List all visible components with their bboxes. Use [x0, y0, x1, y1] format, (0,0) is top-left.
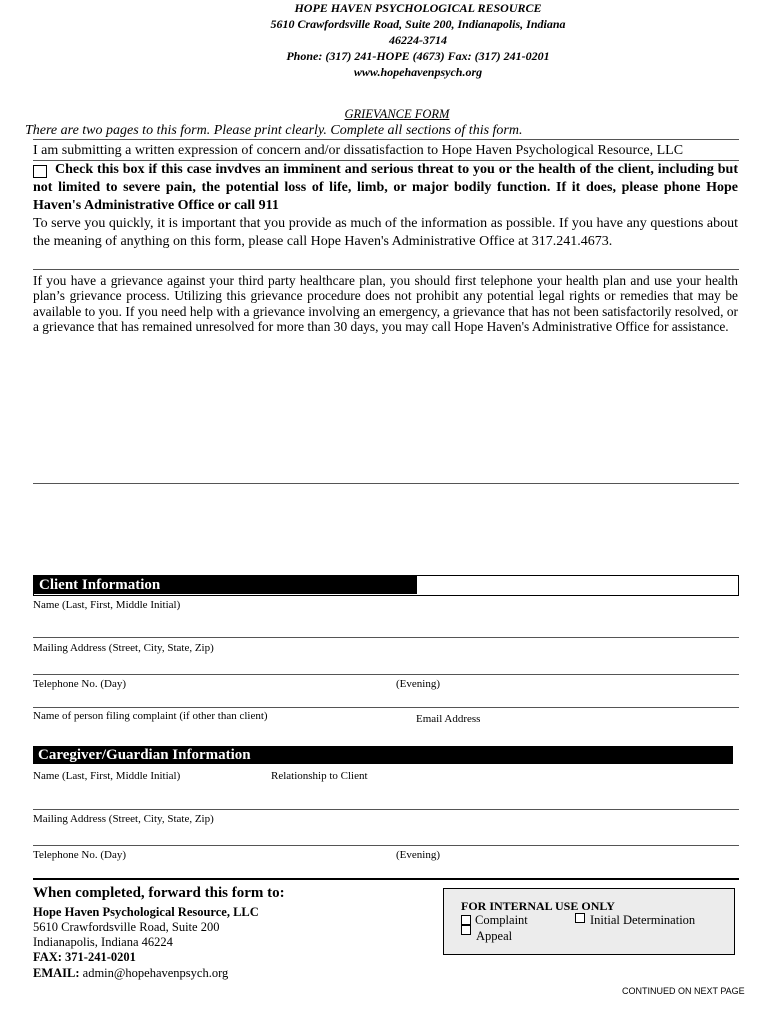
appeal-checkbox[interactable]: [461, 925, 471, 935]
complaint-label: Complaint: [475, 913, 528, 927]
forward-street: 5610 Crawfordsville Road, Suite 200: [33, 920, 220, 934]
divider: [33, 674, 739, 675]
divider: [33, 139, 739, 140]
org-website: www.hopehavenpsych.org: [353, 65, 483, 79]
initial-determination-label: Initial Determination: [590, 913, 696, 927]
client-name-field[interactable]: [33, 612, 733, 636]
org-address-line2: 46224-3714: [389, 33, 447, 47]
caregiver-address-field[interactable]: [33, 826, 733, 844]
org-address-line1: 5610 Crawfordsville Road, Suite 200, Indianapolis, Indiana: [270, 17, 566, 31]
form-instructions: There are two pages to this form. Please print clearly. Complete all sections of this form.: [25, 123, 523, 138]
client-address-field[interactable]: [33, 655, 733, 673]
initial-determination-checkbox[interactable]: [575, 913, 585, 923]
org-phone-fax: Phone: (317) 241-HOPE (4673) Fax: (317) 241-0201: [286, 49, 550, 63]
emergency-checkbox-label: Check this box if this case invdves an imminent and serious threat to you or the health of the client, including but not limited to severe pain, the potential loss of life, limb, or major bodily function. If it does, please phone Hope Haven's Administrative Office or call 911: [33, 162, 738, 213]
client-address-label: Mailing Address (Street, City, State, Zip): [33, 642, 214, 654]
caregiver-phone-day-label: Telephone No. (Day): [33, 849, 127, 861]
forward-city: Indianapolis, Indiana 46224: [33, 935, 173, 949]
divider: [33, 269, 739, 270]
forward-fax: FAX: 371-241-0201: [33, 950, 136, 964]
caregiver-phone-day-field[interactable]: [33, 861, 383, 877]
client-info-heading: Client Information: [34, 576, 417, 594]
forward-heading: When completed, forward this form to:: [33, 885, 285, 901]
caregiver-phone-evening-field[interactable]: [396, 861, 733, 877]
forward-email: [33, 966, 228, 981]
caregiver-info-heading: Caregiver/Guardian Information: [33, 746, 733, 764]
divider: [33, 707, 739, 708]
serve-quickly-text: To serve you quickly, it is important that you provide as much of the information as possible. If you have any questions about the meaning of anything on this form, please call Hope Haven's Administrative Office at 317.241.4673.: [33, 216, 738, 249]
thick-divider: [33, 878, 739, 880]
caregiver-name-field[interactable]: [33, 783, 263, 807]
email-address-label: Email Address: [416, 713, 481, 725]
forward-email-value: admin@hopehavenpsych.org: [82, 966, 229, 980]
org-name: HOPE HAVEN PSYCHOLOGICAL RESOURCE: [294, 1, 542, 15]
caregiver-phone-evening-label: (Evening): [396, 849, 440, 861]
third-party-text: If you have a grievance against your third party healthcare plan, you should first telephone your health plan and use your health plan’s grievance process. Utilizing this grievance procedure does not prohibit any potential legal rights or remedies that may be available to you. If you need help with a grievance involving an emergency, a grievance that has not been satisfactorily resolved, or a grievance that has remained unresolved for more than 30 days, you may call Hope Haven's Administrative Office for assistance.: [33, 273, 738, 335]
continued-notice: CONTINUED ON NEXT PAGE: [622, 986, 745, 996]
divider: [33, 483, 739, 484]
relationship-field[interactable]: [271, 783, 733, 807]
forward-email-label: EMAIL:: [33, 966, 80, 980]
relationship-label: Relationship to Client: [271, 770, 368, 782]
divider: [33, 809, 739, 810]
forward-org: Hope Haven Psychological Resource, LLC: [33, 905, 259, 919]
caregiver-name-label: Name (Last, First, Middle Initial): [33, 770, 181, 782]
divider: [33, 845, 739, 846]
appeal-label: Appeal: [476, 929, 513, 943]
email-address-field[interactable]: [416, 726, 733, 742]
form-title: GRIEVANCE FORM: [344, 107, 450, 121]
filer-name-field[interactable]: [33, 722, 403, 740]
internal-use-heading: FOR INTERNAL USE ONLY: [461, 899, 615, 913]
client-phone-day-field[interactable]: [33, 690, 383, 706]
divider: [33, 637, 739, 638]
client-phone-evening-label: (Evening): [396, 678, 440, 690]
complaint-checkbox[interactable]: [461, 915, 471, 925]
submitting-statement: I am submitting a written expression of concern and/or dissatisfaction to Hope Haven Psychological Resource, LLC: [33, 143, 684, 158]
caregiver-address-label: Mailing Address (Street, City, State, Zip): [33, 813, 214, 825]
client-phone-day-label: Telephone No. (Day): [33, 678, 127, 690]
client-phone-evening-field[interactable]: [396, 690, 733, 706]
client-name-label: Name (Last, First, Middle Initial): [33, 599, 181, 611]
filer-name-label: Name of person filing complaint (if other than client): [33, 710, 268, 722]
